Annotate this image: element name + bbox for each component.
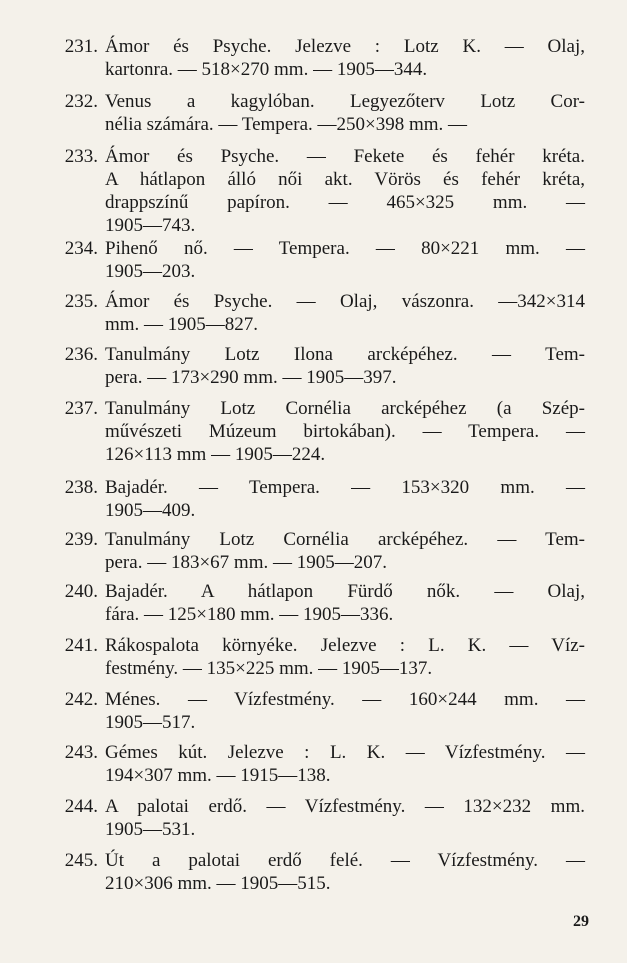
entry-text: [105, 90, 585, 136]
entry-line: drappszínű papíron. — 465×325 mm. —: [105, 192, 585, 213]
entry-text: [105, 580, 585, 626]
entry-number: 237.: [64, 398, 98, 419]
entry-line: Pihenő nő. — Tempera. — 80×221 mm. —: [105, 238, 585, 259]
entry-line: 1905—409.: [105, 500, 196, 521]
entry-line: Rákospalota környéke. Jelezve : L. K. — Víz-: [105, 635, 585, 656]
entry-number: 235.: [64, 291, 98, 312]
entry-number: 241.: [64, 635, 98, 656]
entry-number: 232.: [64, 91, 98, 112]
entry-text: [105, 476, 585, 522]
entry-number: 242.: [64, 689, 98, 710]
entry-line: fára. — 125×180 mm. — 1905—336.: [105, 604, 394, 625]
entry-line: 1905—203.: [105, 261, 196, 282]
entry-text: [105, 795, 585, 841]
entry-line: Tanulmány Lotz Ilona arcképéhez. — Tem-: [105, 344, 585, 365]
entry-text: [105, 237, 585, 283]
entry-line: Út a palotai erdő felé. — Vízfestmény. —: [105, 850, 585, 871]
entry-line: Ménes. — Vízfestmény. — 160×244 mm. —: [105, 689, 585, 710]
entry-line: Bajadér. A hátlapon Fürdő nők. — Olaj,: [105, 581, 585, 602]
entry-number: 240.: [64, 581, 98, 602]
entry-number: 238.: [64, 477, 98, 498]
entry-text: [105, 688, 585, 734]
entry-number: 245.: [64, 850, 98, 871]
entry-line: 1905—743.: [105, 215, 196, 236]
entry-line: Tanulmány Lotz Cornélia arcképéhez (a Szép-: [105, 398, 585, 419]
entry-line: mm. — 1905—827.: [105, 314, 259, 335]
entry-text: [105, 343, 585, 389]
entry-text: [105, 849, 585, 895]
entry-line: 210×306 mm. — 1905—515.: [105, 873, 331, 894]
entry-text: [105, 290, 585, 336]
entry-line: A palotai erdő. — Vízfestmény. — 132×232 mm.: [105, 796, 585, 817]
entry-line: pera. — 183×67 mm. — 1905—207.: [105, 552, 387, 573]
entry-line: Gémes kút. Jelezve : L. K. — Vízfestmény. —: [105, 742, 585, 763]
entry-line: Venus a kagylóban. Legyezőterv Lotz Cor-: [105, 91, 585, 112]
entry-text: [105, 145, 585, 237]
entry-line: festmény. — 135×225 mm. — 1905—137.: [105, 658, 433, 679]
entry-line: Ámor és Psyche. — Olaj, vászonra. —342×314: [105, 291, 585, 312]
entry-number: 234.: [64, 238, 98, 259]
entry-line: Bajadér. — Tempera. — 153×320 mm. —: [105, 477, 585, 498]
entry-text: [105, 741, 585, 787]
entry-number: 239.: [64, 529, 98, 550]
entry-text: [105, 634, 585, 680]
entry-number: 236.: [64, 344, 98, 365]
entry-number: 244.: [64, 796, 98, 817]
entry-line: Tanulmány Lotz Cornélia arcképéhez. — Tem-: [105, 529, 585, 550]
entry-line: művészeti Múzeum birtokában). — Tempera. —: [105, 421, 585, 442]
entry-number: 231.: [64, 36, 98, 57]
entry-text: [105, 397, 585, 466]
entry-line: A hátlapon álló női akt. Vörös és fehér kréta,: [105, 169, 585, 190]
entry-number: 233.: [64, 146, 98, 167]
entry-line: kartonra. — 518×270 mm. — 1905—344.: [105, 59, 428, 80]
entry-number: 243.: [64, 742, 98, 763]
entry-line: pera. — 173×290 mm. — 1905—397.: [105, 367, 397, 388]
entry-line: Ámor és Psyche. Jelezve : Lotz K. — Olaj,: [105, 36, 585, 57]
entry-text: [105, 35, 585, 81]
entry-text: [105, 528, 585, 574]
entry-line: 194×307 mm. — 1915—138.: [105, 765, 331, 786]
entry-line: 1905—531.: [105, 819, 196, 840]
entry-line: 126×113 mm — 1905—224.: [105, 444, 326, 465]
page-number: 29: [573, 913, 589, 930]
entry-line: Ámor és Psyche. — Fekete és fehér kréta.: [105, 146, 585, 167]
entry-line: 1905—517.: [105, 712, 196, 733]
entry-line: nélia számára. — Tempera. —250×398 mm. —: [105, 114, 468, 135]
